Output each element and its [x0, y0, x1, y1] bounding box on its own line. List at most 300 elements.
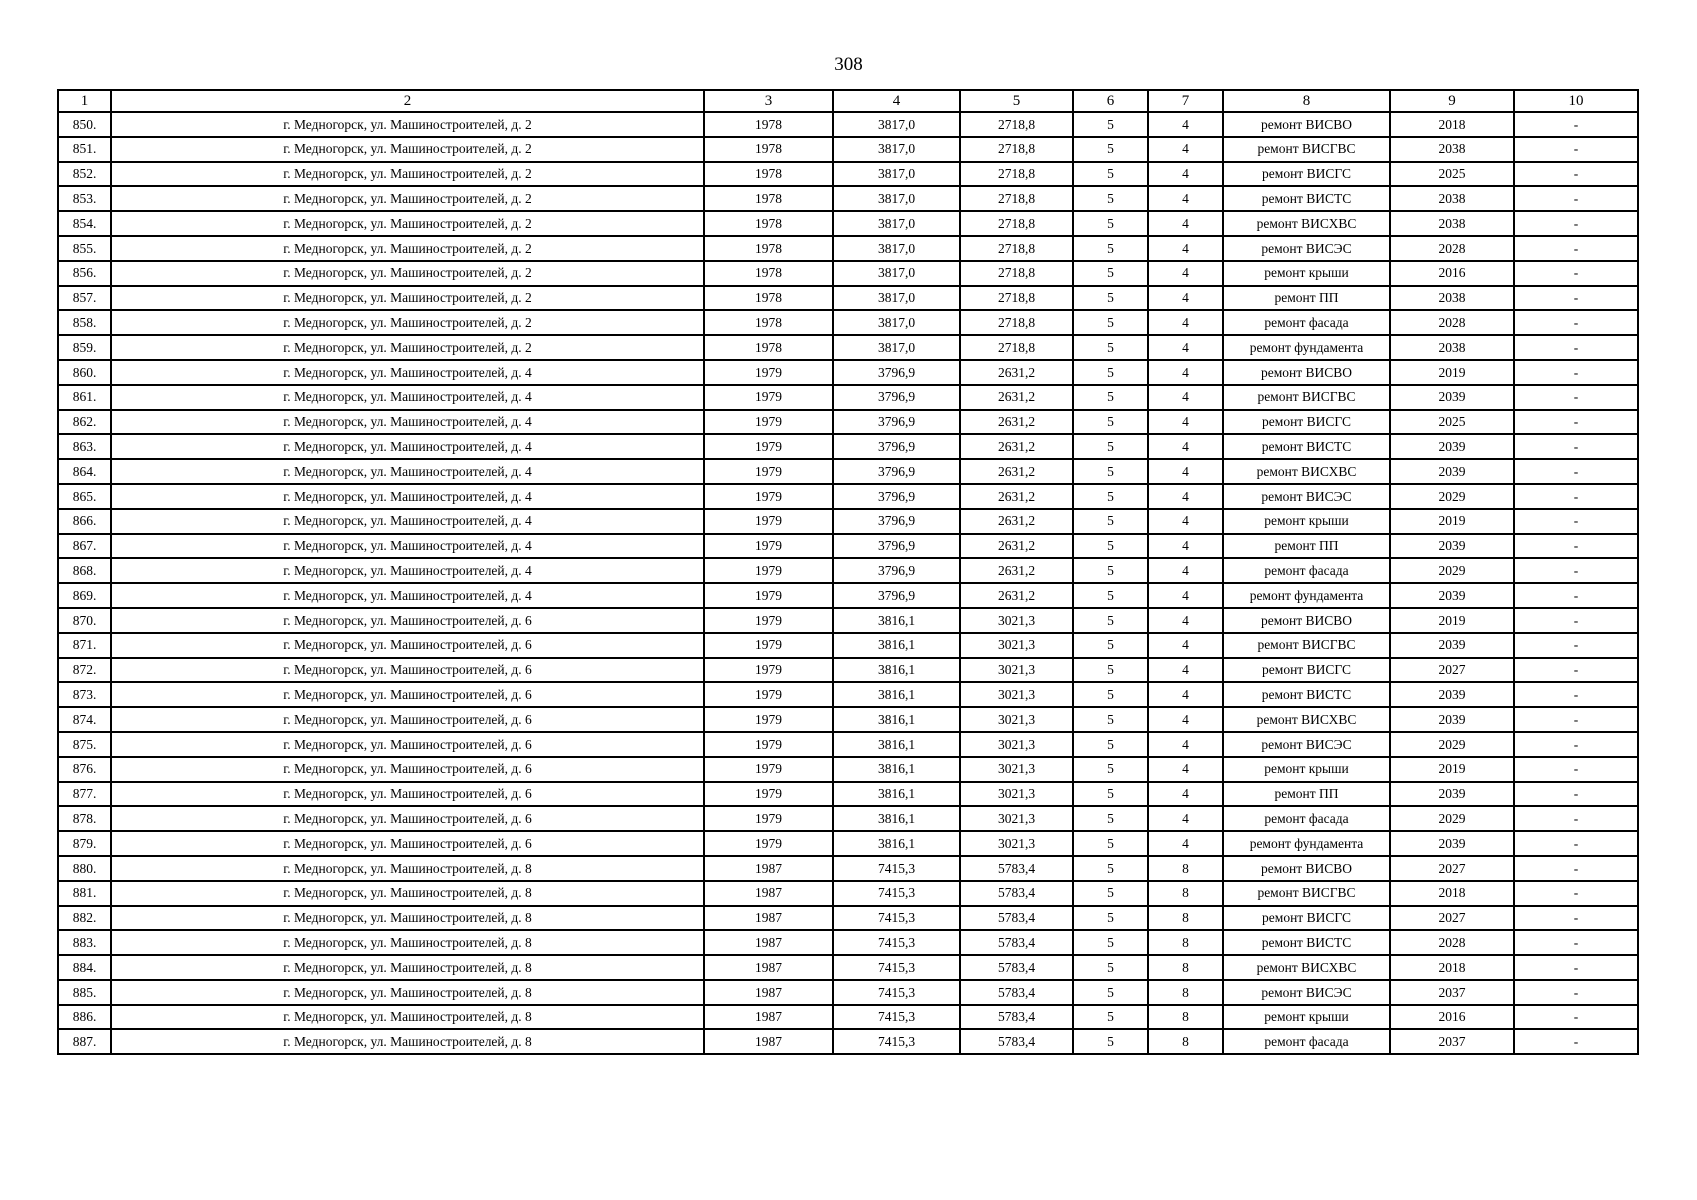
living-area-cell: 2631,2 [960, 360, 1073, 385]
planned-year-cell: 2029 [1390, 732, 1514, 757]
address-cell: г. Медногорск, ул. Машиностроителей, д. 4 [111, 385, 704, 410]
build-year-cell: 1978 [704, 137, 833, 162]
table-row [58, 310, 1638, 335]
row-number-cell: 868. [58, 558, 111, 583]
note-cell: - [1514, 806, 1638, 831]
table-row [58, 459, 1638, 484]
total-area-cell: 3817,0 [833, 261, 960, 286]
row-number-cell: 878. [58, 806, 111, 831]
total-area-cell: 3817,0 [833, 137, 960, 162]
build-year-cell: 1978 [704, 286, 833, 311]
build-year-cell: 1979 [704, 534, 833, 559]
table-row [58, 534, 1638, 559]
build-year-cell: 1987 [704, 881, 833, 906]
planned-year-cell: 2025 [1390, 162, 1514, 187]
living-area-cell: 3021,3 [960, 658, 1073, 683]
work-type-cell: ремонт ВИСГВС [1223, 633, 1390, 658]
work-type-cell: ремонт ВИСГС [1223, 658, 1390, 683]
planned-year-cell: 2039 [1390, 583, 1514, 608]
work-type-cell: ремонт ПП [1223, 286, 1390, 311]
row-number-cell: 863. [58, 434, 111, 459]
table-row [58, 856, 1638, 881]
living-area-cell: 5783,4 [960, 955, 1073, 980]
row-number-cell: 855. [58, 236, 111, 261]
living-area-cell: 2631,2 [960, 385, 1073, 410]
repair-schedule-table [57, 89, 1639, 1055]
floors-cell: 5 [1073, 881, 1148, 906]
entrances-cell: 4 [1148, 633, 1223, 658]
row-number-cell: 866. [58, 509, 111, 534]
living-area-cell: 2718,8 [960, 286, 1073, 311]
work-type-cell: ремонт ВИСВО [1223, 608, 1390, 633]
planned-year-cell: 2019 [1390, 757, 1514, 782]
planned-year-cell: 2027 [1390, 906, 1514, 931]
total-area-cell: 7415,3 [833, 955, 960, 980]
build-year-cell: 1979 [704, 583, 833, 608]
note-cell: - [1514, 1029, 1638, 1054]
floors-cell: 5 [1073, 459, 1148, 484]
note-cell: - [1514, 633, 1638, 658]
total-area-cell: 3796,9 [833, 509, 960, 534]
floors-cell: 5 [1073, 236, 1148, 261]
address-cell: г. Медногорск, ул. Машиностроителей, д. 2 [111, 261, 704, 286]
floors-cell: 5 [1073, 410, 1148, 435]
note-cell: - [1514, 534, 1638, 559]
table-row [58, 112, 1638, 137]
floors-cell: 5 [1073, 112, 1148, 137]
total-area-cell: 3796,9 [833, 459, 960, 484]
address-cell: г. Медногорск, ул. Машиностроителей, д. 8 [111, 906, 704, 931]
planned-year-cell: 2018 [1390, 955, 1514, 980]
address-cell: г. Медногорск, ул. Машиностроителей, д. 4 [111, 484, 704, 509]
build-year-cell: 1979 [704, 682, 833, 707]
build-year-cell: 1978 [704, 162, 833, 187]
note-cell: - [1514, 509, 1638, 534]
living-area-cell: 3021,3 [960, 707, 1073, 732]
entrances-cell: 8 [1148, 906, 1223, 931]
floors-cell: 5 [1073, 509, 1148, 534]
row-number-cell: 887. [58, 1029, 111, 1054]
row-number-cell: 879. [58, 831, 111, 856]
address-cell: г. Медногорск, ул. Машиностроителей, д. 8 [111, 930, 704, 955]
floors-cell: 5 [1073, 261, 1148, 286]
row-number-cell: 877. [58, 782, 111, 807]
living-area-cell: 5783,4 [960, 1029, 1073, 1054]
planned-year-cell: 2016 [1390, 1005, 1514, 1030]
row-number-cell: 869. [58, 583, 111, 608]
entrances-cell: 4 [1148, 335, 1223, 360]
row-number-cell: 856. [58, 261, 111, 286]
row-number-cell: 886. [58, 1005, 111, 1030]
living-area-cell: 2718,8 [960, 236, 1073, 261]
build-year-cell: 1979 [704, 707, 833, 732]
row-number-cell: 859. [58, 335, 111, 360]
work-type-cell: ремонт ВИСВО [1223, 856, 1390, 881]
living-area-cell: 2631,2 [960, 410, 1073, 435]
table-row [58, 831, 1638, 856]
row-number-cell: 872. [58, 658, 111, 683]
planned-year-cell: 2019 [1390, 360, 1514, 385]
note-cell: - [1514, 434, 1638, 459]
work-type-cell: ремонт фасада [1223, 806, 1390, 831]
build-year-cell: 1987 [704, 930, 833, 955]
total-area-cell: 3816,1 [833, 782, 960, 807]
floors-cell: 5 [1073, 484, 1148, 509]
note-cell: - [1514, 906, 1638, 931]
living-area-cell: 5783,4 [960, 980, 1073, 1005]
note-cell: - [1514, 310, 1638, 335]
row-number-cell: 875. [58, 732, 111, 757]
column-header: 6 [1073, 90, 1148, 112]
address-cell: г. Медногорск, ул. Машиностроителей, д. 6 [111, 633, 704, 658]
note-cell: - [1514, 186, 1638, 211]
column-header: 4 [833, 90, 960, 112]
work-type-cell: ремонт крыши [1223, 1005, 1390, 1030]
build-year-cell: 1979 [704, 509, 833, 534]
entrances-cell: 4 [1148, 211, 1223, 236]
planned-year-cell: 2039 [1390, 459, 1514, 484]
living-area-cell: 2631,2 [960, 558, 1073, 583]
address-cell: г. Медногорск, ул. Машиностроителей, д. 2 [111, 286, 704, 311]
build-year-cell: 1987 [704, 1005, 833, 1030]
entrances-cell: 4 [1148, 137, 1223, 162]
living-area-cell: 2718,8 [960, 137, 1073, 162]
build-year-cell: 1979 [704, 360, 833, 385]
total-area-cell: 3816,1 [833, 633, 960, 658]
floors-cell: 5 [1073, 732, 1148, 757]
planned-year-cell: 2037 [1390, 1029, 1514, 1054]
total-area-cell: 3817,0 [833, 236, 960, 261]
entrances-cell: 8 [1148, 881, 1223, 906]
build-year-cell: 1979 [704, 782, 833, 807]
table-row [58, 509, 1638, 534]
build-year-cell: 1979 [704, 806, 833, 831]
table-row [58, 360, 1638, 385]
planned-year-cell: 2019 [1390, 509, 1514, 534]
build-year-cell: 1979 [704, 558, 833, 583]
build-year-cell: 1978 [704, 335, 833, 360]
total-area-cell: 7415,3 [833, 980, 960, 1005]
address-cell: г. Медногорск, ул. Машиностроителей, д. 2 [111, 137, 704, 162]
floors-cell: 5 [1073, 583, 1148, 608]
build-year-cell: 1979 [704, 385, 833, 410]
table-row [58, 186, 1638, 211]
address-cell: г. Медногорск, ул. Машиностроителей, д. 6 [111, 658, 704, 683]
work-type-cell: ремонт ВИСЭС [1223, 732, 1390, 757]
table-row [58, 906, 1638, 931]
total-area-cell: 3796,9 [833, 558, 960, 583]
table-row [58, 633, 1638, 658]
work-type-cell: ремонт ВИСХВС [1223, 459, 1390, 484]
table-row [58, 211, 1638, 236]
floors-cell: 5 [1073, 782, 1148, 807]
living-area-cell: 2718,8 [960, 310, 1073, 335]
floors-cell: 5 [1073, 534, 1148, 559]
entrances-cell: 4 [1148, 360, 1223, 385]
table-row [58, 757, 1638, 782]
note-cell: - [1514, 930, 1638, 955]
entrances-cell: 4 [1148, 509, 1223, 534]
note-cell: - [1514, 335, 1638, 360]
note-cell: - [1514, 385, 1638, 410]
column-header: 1 [58, 90, 111, 112]
work-type-cell: ремонт фасада [1223, 310, 1390, 335]
table-row [58, 608, 1638, 633]
note-cell: - [1514, 137, 1638, 162]
row-number-cell: 883. [58, 930, 111, 955]
address-cell: г. Медногорск, ул. Машиностроителей, д. 6 [111, 682, 704, 707]
entrances-cell: 4 [1148, 286, 1223, 311]
living-area-cell: 3021,3 [960, 608, 1073, 633]
note-cell: - [1514, 211, 1638, 236]
table-row [58, 137, 1638, 162]
build-year-cell: 1979 [704, 484, 833, 509]
address-cell: г. Медногорск, ул. Машиностроителей, д. 2 [111, 236, 704, 261]
note-cell: - [1514, 856, 1638, 881]
address-cell: г. Медногорск, ул. Машиностроителей, д. 4 [111, 410, 704, 435]
address-cell: г. Медногорск, ул. Машиностроителей, д. 6 [111, 806, 704, 831]
planned-year-cell: 2025 [1390, 410, 1514, 435]
table-row [58, 955, 1638, 980]
entrances-cell: 4 [1148, 186, 1223, 211]
living-area-cell: 2718,8 [960, 211, 1073, 236]
row-number-cell: 874. [58, 707, 111, 732]
row-number-cell: 864. [58, 459, 111, 484]
entrances-cell: 4 [1148, 583, 1223, 608]
planned-year-cell: 2016 [1390, 261, 1514, 286]
address-cell: г. Медногорск, ул. Машиностроителей, д. 8 [111, 980, 704, 1005]
planned-year-cell: 2038 [1390, 211, 1514, 236]
total-area-cell: 3817,0 [833, 112, 960, 137]
planned-year-cell: 2028 [1390, 310, 1514, 335]
planned-year-cell: 2038 [1390, 286, 1514, 311]
floors-cell: 5 [1073, 831, 1148, 856]
note-cell: - [1514, 360, 1638, 385]
table-row [58, 410, 1638, 435]
table-row [58, 484, 1638, 509]
living-area-cell: 2631,2 [960, 459, 1073, 484]
work-type-cell: ремонт ВИСВО [1223, 360, 1390, 385]
planned-year-cell: 2027 [1390, 856, 1514, 881]
row-number-cell: 880. [58, 856, 111, 881]
entrances-cell: 4 [1148, 385, 1223, 410]
entrances-cell: 4 [1148, 608, 1223, 633]
note-cell: - [1514, 955, 1638, 980]
planned-year-cell: 2018 [1390, 112, 1514, 137]
planned-year-cell: 2018 [1390, 881, 1514, 906]
total-area-cell: 3817,0 [833, 162, 960, 187]
floors-cell: 5 [1073, 286, 1148, 311]
row-number-cell: 853. [58, 186, 111, 211]
entrances-cell: 8 [1148, 980, 1223, 1005]
note-cell: - [1514, 881, 1638, 906]
table-row [58, 286, 1638, 311]
address-cell: г. Медногорск, ул. Машиностроителей, д. 2 [111, 211, 704, 236]
living-area-cell: 3021,3 [960, 633, 1073, 658]
row-number-cell: 884. [58, 955, 111, 980]
work-type-cell: ремонт ВИСГВС [1223, 881, 1390, 906]
column-header: 3 [704, 90, 833, 112]
table-row [58, 707, 1638, 732]
table-row [58, 583, 1638, 608]
planned-year-cell: 2038 [1390, 137, 1514, 162]
row-number-cell: 873. [58, 682, 111, 707]
note-cell: - [1514, 558, 1638, 583]
planned-year-cell: 2039 [1390, 385, 1514, 410]
living-area-cell: 2718,8 [960, 112, 1073, 137]
floors-cell: 5 [1073, 385, 1148, 410]
entrances-cell: 4 [1148, 236, 1223, 261]
living-area-cell: 2631,2 [960, 534, 1073, 559]
build-year-cell: 1987 [704, 1029, 833, 1054]
address-cell: г. Медногорск, ул. Машиностроителей, д. 6 [111, 732, 704, 757]
row-number-cell: 854. [58, 211, 111, 236]
entrances-cell: 4 [1148, 484, 1223, 509]
address-cell: г. Медногорск, ул. Машиностроителей, д. 2 [111, 310, 704, 335]
build-year-cell: 1987 [704, 856, 833, 881]
column-number-header-row [58, 90, 1638, 112]
note-cell: - [1514, 757, 1638, 782]
total-area-cell: 3816,1 [833, 707, 960, 732]
address-cell: г. Медногорск, ул. Машиностроителей, д. 4 [111, 509, 704, 534]
total-area-cell: 7415,3 [833, 1029, 960, 1054]
floors-cell: 5 [1073, 806, 1148, 831]
total-area-cell: 3817,0 [833, 186, 960, 211]
address-cell: г. Медногорск, ул. Машиностроителей, д. 6 [111, 608, 704, 633]
entrances-cell: 8 [1148, 1005, 1223, 1030]
row-number-cell: 885. [58, 980, 111, 1005]
work-type-cell: ремонт ВИСХВС [1223, 955, 1390, 980]
planned-year-cell: 2038 [1390, 335, 1514, 360]
planned-year-cell: 2028 [1390, 930, 1514, 955]
floors-cell: 5 [1073, 658, 1148, 683]
row-number-cell: 876. [58, 757, 111, 782]
column-header: 5 [960, 90, 1073, 112]
note-cell: - [1514, 658, 1638, 683]
floors-cell: 5 [1073, 335, 1148, 360]
build-year-cell: 1987 [704, 906, 833, 931]
table-row [58, 162, 1638, 187]
row-number-cell: 882. [58, 906, 111, 931]
work-type-cell: ремонт ВИСГС [1223, 906, 1390, 931]
column-header: 2 [111, 90, 704, 112]
total-area-cell: 7415,3 [833, 930, 960, 955]
total-area-cell: 3817,0 [833, 211, 960, 236]
note-cell: - [1514, 583, 1638, 608]
total-area-cell: 3817,0 [833, 286, 960, 311]
build-year-cell: 1979 [704, 732, 833, 757]
work-type-cell: ремонт ВИСЭС [1223, 484, 1390, 509]
note-cell: - [1514, 286, 1638, 311]
total-area-cell: 7415,3 [833, 881, 960, 906]
row-number-cell: 851. [58, 137, 111, 162]
note-cell: - [1514, 484, 1638, 509]
note-cell: - [1514, 608, 1638, 633]
table-row [58, 732, 1638, 757]
entrances-cell: 4 [1148, 732, 1223, 757]
floors-cell: 5 [1073, 558, 1148, 583]
total-area-cell: 7415,3 [833, 1005, 960, 1030]
table-row [58, 385, 1638, 410]
floors-cell: 5 [1073, 434, 1148, 459]
entrances-cell: 4 [1148, 658, 1223, 683]
total-area-cell: 3816,1 [833, 806, 960, 831]
floors-cell: 5 [1073, 1029, 1148, 1054]
build-year-cell: 1978 [704, 112, 833, 137]
work-type-cell: ремонт крыши [1223, 757, 1390, 782]
build-year-cell: 1979 [704, 410, 833, 435]
address-cell: г. Медногорск, ул. Машиностроителей, д. 4 [111, 583, 704, 608]
floors-cell: 5 [1073, 360, 1148, 385]
table-body [58, 112, 1638, 1054]
build-year-cell: 1979 [704, 831, 833, 856]
living-area-cell: 2631,2 [960, 583, 1073, 608]
work-type-cell: ремонт крыши [1223, 261, 1390, 286]
work-type-cell: ремонт ВИСТС [1223, 434, 1390, 459]
work-type-cell: ремонт фундамента [1223, 335, 1390, 360]
table-row [58, 261, 1638, 286]
living-area-cell: 3021,3 [960, 757, 1073, 782]
address-cell: г. Медногорск, ул. Машиностроителей, д. 4 [111, 360, 704, 385]
living-area-cell: 2718,8 [960, 186, 1073, 211]
row-number-cell: 850. [58, 112, 111, 137]
work-type-cell: ремонт ВИСЭС [1223, 236, 1390, 261]
total-area-cell: 3817,0 [833, 335, 960, 360]
build-year-cell: 1979 [704, 434, 833, 459]
note-cell: - [1514, 782, 1638, 807]
floors-cell: 5 [1073, 137, 1148, 162]
work-type-cell: ремонт ПП [1223, 782, 1390, 807]
planned-year-cell: 2029 [1390, 806, 1514, 831]
note-cell: - [1514, 1005, 1638, 1030]
entrances-cell: 4 [1148, 310, 1223, 335]
entrances-cell: 4 [1148, 682, 1223, 707]
entrances-cell: 8 [1148, 856, 1223, 881]
planned-year-cell: 2027 [1390, 658, 1514, 683]
planned-year-cell: 2039 [1390, 682, 1514, 707]
table-row [58, 881, 1638, 906]
total-area-cell: 3816,1 [833, 608, 960, 633]
entrances-cell: 4 [1148, 534, 1223, 559]
build-year-cell: 1978 [704, 261, 833, 286]
row-number-cell: 865. [58, 484, 111, 509]
entrances-cell: 4 [1148, 459, 1223, 484]
entrances-cell: 4 [1148, 162, 1223, 187]
note-cell: - [1514, 980, 1638, 1005]
planned-year-cell: 2028 [1390, 236, 1514, 261]
note-cell: - [1514, 732, 1638, 757]
entrances-cell: 4 [1148, 831, 1223, 856]
floors-cell: 5 [1073, 186, 1148, 211]
column-header: 7 [1148, 90, 1223, 112]
living-area-cell: 3021,3 [960, 806, 1073, 831]
total-area-cell: 3816,1 [833, 831, 960, 856]
work-type-cell: ремонт фасада [1223, 558, 1390, 583]
work-type-cell: ремонт фундамента [1223, 831, 1390, 856]
address-cell: г. Медногорск, ул. Машиностроителей, д. 8 [111, 856, 704, 881]
total-area-cell: 3796,9 [833, 360, 960, 385]
entrances-cell: 8 [1148, 930, 1223, 955]
floors-cell: 5 [1073, 608, 1148, 633]
address-cell: г. Медногорск, ул. Машиностроителей, д. 2 [111, 162, 704, 187]
address-cell: г. Медногорск, ул. Машиностроителей, д. 8 [111, 955, 704, 980]
column-header: 9 [1390, 90, 1514, 112]
work-type-cell: ремонт ВИСГВС [1223, 137, 1390, 162]
work-type-cell: ремонт ВИСГВС [1223, 385, 1390, 410]
living-area-cell: 2631,2 [960, 434, 1073, 459]
note-cell: - [1514, 112, 1638, 137]
build-year-cell: 1978 [704, 186, 833, 211]
